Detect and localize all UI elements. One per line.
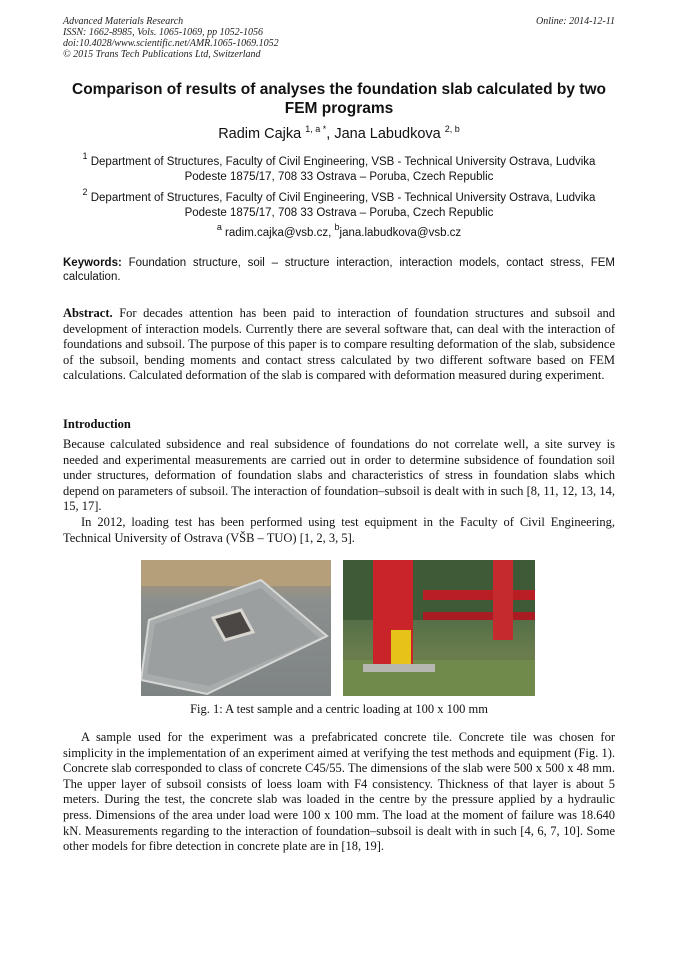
- author-1: Radim Cajka: [218, 126, 302, 142]
- doi-line: doi:10.4028/www.scientific.net/AMR.1065-1069.1052: [63, 38, 279, 49]
- soil-background: [141, 560, 331, 586]
- steel-frame-post: [493, 560, 513, 640]
- figure-centric-loading-photo: [343, 560, 535, 696]
- abstract-text: For decades attention has been paid to interaction of foundation structures and subsoil and development of interaction models. Currently there are several software that, can deal with the interaction of foundations and subsoil. The purpose of this paper is to compare resulting deformation of the slab, subsidence of the subsoil, bending moments and contact stress calculated by two different software based on FEM calculations. Calculated deformation of the slab is compared with deformation measured during experiment.: [63, 306, 616, 383]
- author-2: Jana Labudkova: [334, 126, 441, 142]
- steel-beam-middle: [423, 612, 535, 620]
- author-1-sup: 1, a *: [305, 124, 327, 134]
- copyright-line: © 2015 Trans Tech Publications Ltd, Switzerland: [63, 49, 261, 60]
- affiliation-2-sup: 2: [82, 187, 88, 197]
- keywords-text: Foundation structure, soil – structure interaction, interaction models, contact stress, FEM calculation.: [63, 257, 615, 283]
- figure-test-sample-photo: [141, 560, 331, 696]
- hydraulic-press: [391, 630, 411, 664]
- affiliation-1-text: Department of Structures, Faculty of Civil Engineering, VSB - Technical University Ostrava, Ludvika Podeste 1875/17, 708 33 Ostrava – Poruba, Czech Republic: [90, 156, 596, 183]
- journal-header: [63, 16, 615, 60]
- loading-rig-illustration: [343, 560, 535, 696]
- issn-line: ISSN: 1662-8985, Vols. 1065-1069, pp 1052-1056: [63, 27, 263, 38]
- journal-name: Advanced Materials Research: [63, 16, 184, 27]
- email-b-sup: b: [334, 222, 340, 232]
- email-b[interactable]: jana.labudkova@vsb.cz: [339, 227, 462, 239]
- affiliation-2: [63, 185, 615, 221]
- author-separator: ,: [326, 126, 335, 142]
- abstract-label: Abstract.: [63, 306, 113, 320]
- online-date: Online: 2014-12-11: [536, 16, 615, 27]
- experiment-paragraph: [63, 730, 615, 855]
- body-paragraph-3: A sample used for the experiment was a prefabricated concrete tile. Concrete tile was chosen for simplicity in the implementation of an experiment aimed at verifying the test methods and equipment (Fig. 1). Concrete slab corresponded to class of concrete C45/55. The dimensions of the slab were 500 x 500 x 48 mm. The upper layer of subsoil consists of loess loam with F4 consistency. Thickness of that layer is about 5 meters. During the test, the concrete slab was loaded in the centre by the pressure applied by a hydraulic press. Dimensions of the area under load were 100 x 100 mm. The load at the moment of failure was 18.640 kN. Measurements regarding to the interaction of foundation–subsoil is dealt with in such [4, 6, 7, 10]. Some other models for fibre detection in concrete plate are in [18, 19].: [63, 730, 615, 854]
- concrete-slab-sample: [363, 664, 435, 672]
- affiliation-1: [63, 149, 615, 185]
- test-sample-illustration: [141, 560, 331, 696]
- affiliation-1-sup: 1: [82, 151, 88, 161]
- author-emails: [63, 220, 615, 241]
- keywords: [63, 256, 615, 284]
- steel-beam-top: [423, 590, 535, 600]
- keywords-label: Keywords:: [63, 257, 122, 269]
- email-a[interactable]: radim.cajka@vsb.cz,: [225, 227, 332, 239]
- abstract: [63, 306, 615, 384]
- paper-title: Comparison of results of analyses the foundation slab calculated by two FEM programs: [72, 81, 606, 117]
- author-list: [63, 124, 615, 142]
- author-2-sup: 2, b: [444, 124, 460, 134]
- intro-paragraph-1: Because calculated subsidence and real subsidence of foundations do not correlate well, a site survey is needed and experimental measurements are carried out in order to determine subsidence of foundation soil under structures, deformation of foundation slabs and characteristics of stress in foundation slabs which depend on parameters of subsoil. The interaction of foundation–subsoil is dealt with in such [8, 11, 12, 13, 14, 15, 17].: [63, 437, 615, 514]
- section-heading-introduction: Introduction: [63, 417, 131, 431]
- introduction-body: [63, 437, 615, 546]
- email-a-sup: a: [216, 222, 222, 232]
- figure-1-caption: Fig. 1: A test sample and a centric loading at 100 x 100 mm: [190, 702, 488, 716]
- affiliation-2-text: Department of Structures, Faculty of Civil Engineering, VSB - Technical University Ostrava, Ludvika Podeste 1875/17, 708 33 Ostrava – Poruba, Czech Republic: [90, 192, 596, 219]
- intro-paragraph-2: In 2012, loading test has been performed using test equipment in the Faculty of Civil Engineering, Technical University of Ostrava (VŠB – TUO) [1, 2, 3, 5].: [63, 514, 615, 545]
